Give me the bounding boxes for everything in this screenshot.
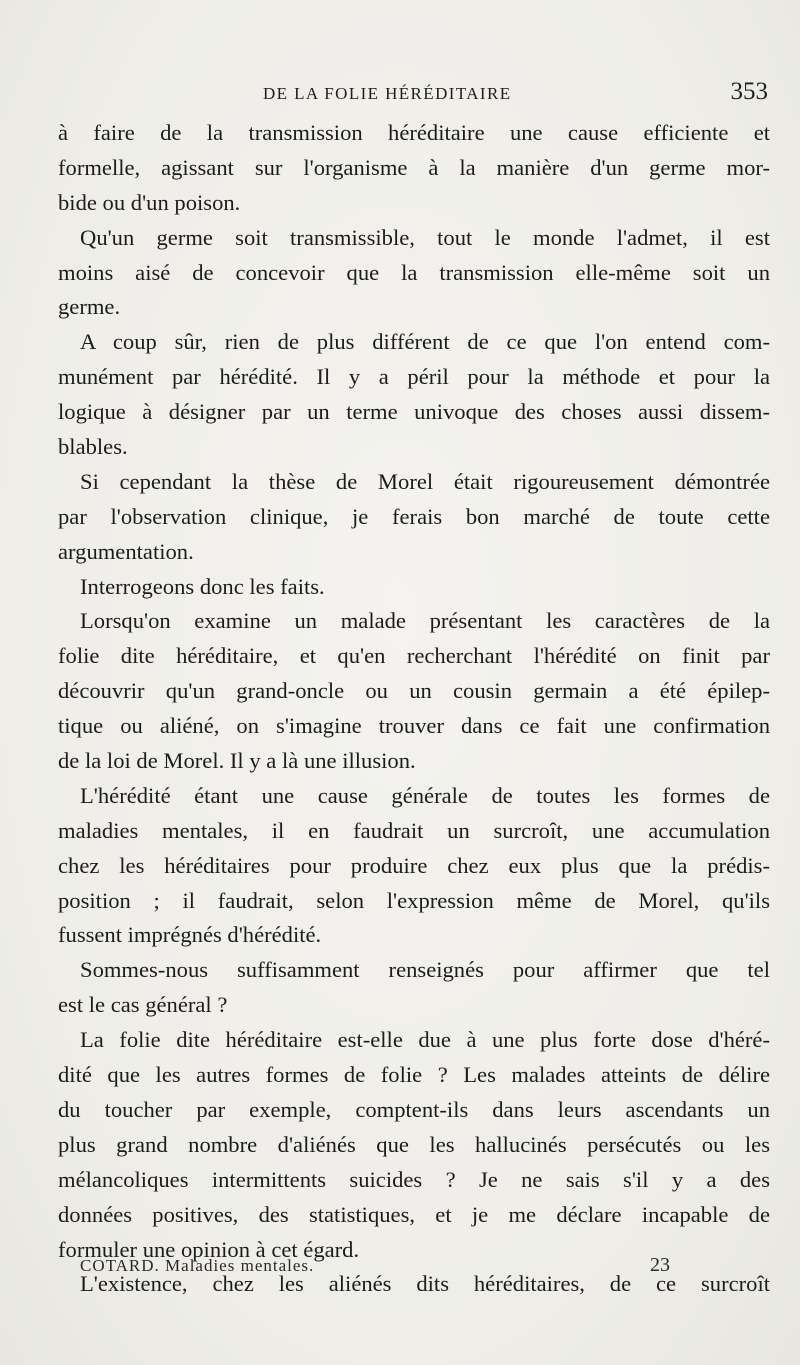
page-number: 353 <box>730 78 768 105</box>
text-line: Sommes-nous suffisamment renseignés pour affirmer que tel <box>80 957 770 983</box>
text-line: découvrir qu'un grand-oncle ou un cousin germain a été épilep- <box>58 678 770 704</box>
text-line: Si cependant la thèse de Morel était rigoureusement démontrée <box>80 468 770 494</box>
text-line: dité que les autres formes de folie ? Les malades atteints de délire <box>58 1062 770 1088</box>
text-line: à faire de la transmission héréditaire une cause efficiente et <box>58 120 770 145</box>
text-line: blables. <box>58 434 128 460</box>
page-footer <box>80 1256 670 1286</box>
footer-author: COTARD. Maladies mentales. <box>80 1256 315 1275</box>
text-line: logique à désigner par un terme univoque des choses aussi dissem- <box>58 399 770 425</box>
text-line: par l'observation clinique, je ferais bon marché de toute cette <box>58 503 770 529</box>
text-line: L'existence, chez les aliénés dits héréditaires, de ce surcroît <box>80 1271 770 1297</box>
text-line: Lorsqu'on examine un malade présentant les caractères de la <box>80 608 770 634</box>
text-line: L'hérédité étant une cause générale de toutes les formes de <box>80 782 770 808</box>
body-text <box>58 116 770 1302</box>
text-line: munément par hérédité. Il y a péril pour la méthode et pour la <box>58 364 770 390</box>
text-line: tique ou aliéné, on s'imagine trouver dans ce fait une confirmation <box>58 713 770 739</box>
text-line: bide ou d'un poison. <box>58 189 241 215</box>
page-header <box>58 78 768 112</box>
text-line: mélancoliques intermittents suicides ? Je ne sais s'il y a des <box>58 1166 770 1192</box>
text-line: données positives, des statistiques, et je me déclare incapable de <box>58 1201 770 1227</box>
text-line: moins aisé de concevoir que la transmission elle-même soit un <box>58 259 770 285</box>
text-line: plus grand nombre d'aliénés que les hallucinés persécutés ou les <box>58 1131 770 1157</box>
text-line: La folie dite héréditaire est-elle due à une plus forte dose d'héré- <box>80 1027 770 1053</box>
text-line: est le cas général ? <box>58 992 228 1018</box>
text-line: du toucher par exemple, comptent-ils dans leurs ascendants un <box>58 1096 770 1122</box>
text-line: formelle, agissant sur l'organisme à la manière d'un germe mor- <box>58 154 770 180</box>
text-line: maladies mentales, il en faudrait un surcroît, une accumulation <box>58 817 770 843</box>
text-line: chez les héréditaires pour produire chez eux plus que la prédis- <box>58 852 770 878</box>
running-head: DE LA FOLIE HÉRÉDITAIRE <box>263 84 512 103</box>
text-line: Interrogeons donc les faits. <box>80 573 325 599</box>
text-line: position ; il faudrait, selon l'expression même de Morel, qu'ils <box>58 887 770 913</box>
text-line: fussent imprégnés d'hérédité. <box>58 922 322 948</box>
text-line: germe. <box>58 294 121 320</box>
text-line: Qu'un germe soit transmissible, tout le monde l'admet, il est <box>80 224 770 250</box>
text-line: A coup sûr, rien de plus différent de ce que l'on entend com- <box>80 329 770 355</box>
signature-mark: 23 <box>650 1254 670 1276</box>
text-line: de la loi de Morel. Il y a là une illusion. <box>58 748 416 774</box>
text-line: folie dite héréditaire, et qu'en recherchant l'hérédité on finit par <box>58 643 770 669</box>
text-line: formuler une opinion à cet égard. <box>58 1236 360 1262</box>
text-line: argumentation. <box>58 538 194 564</box>
